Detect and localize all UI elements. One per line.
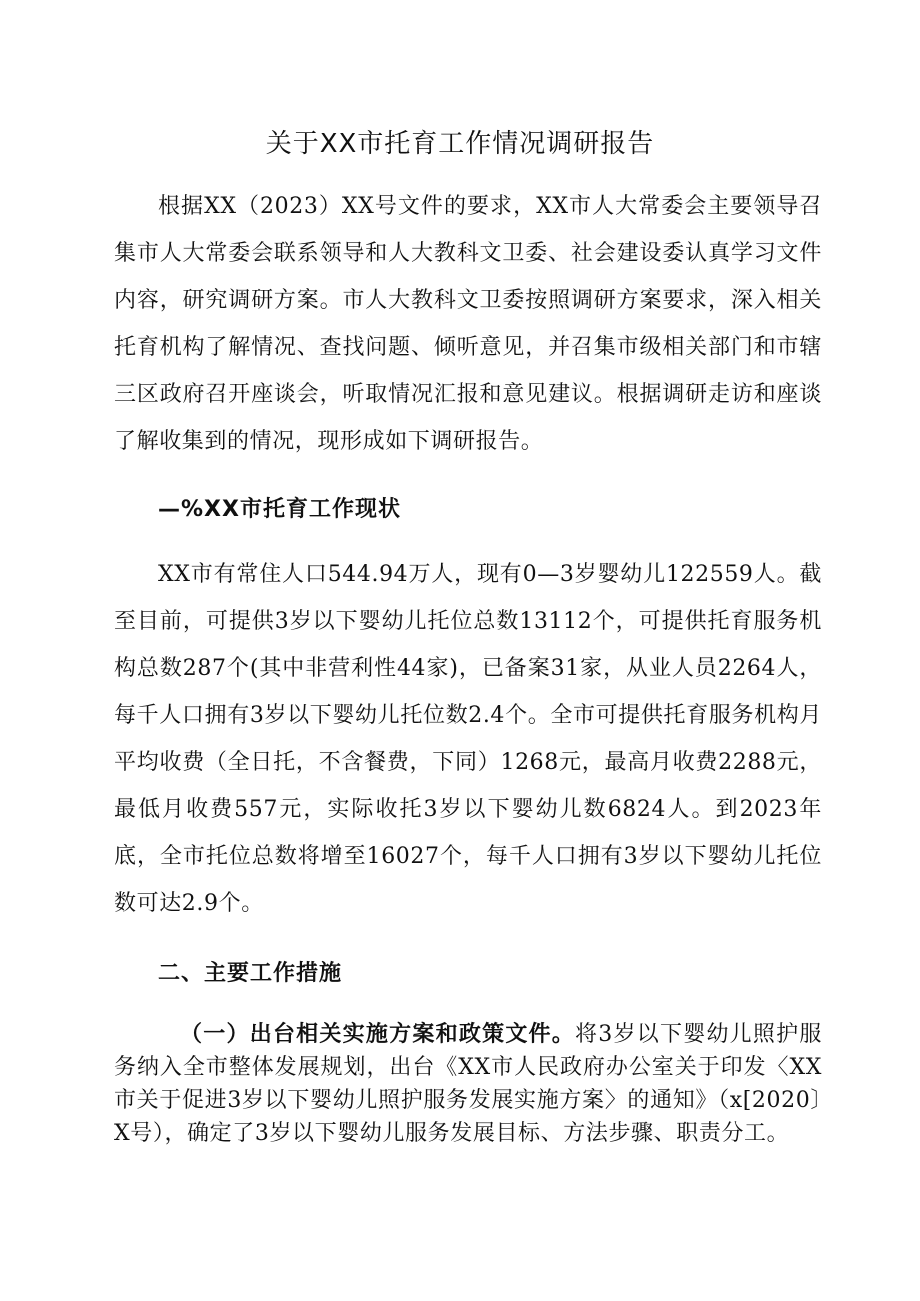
item-1-body: 将3岁以下婴幼儿照护服务纳入全市整体发展规划，出台《XX市人民政府办公室关于印发〈XX市关于促进3岁以下婴幼儿照护服务发展实施方案〉的通知》（x[2020〕X号），确定了3岁以下婴幼儿服务发展目标、方法步骤、职责分工。 bbox=[114, 1022, 822, 1146]
section-1-heading: —%XX市托育工作现状 bbox=[158, 497, 401, 522]
item-1-lead: （一）出台相关实施方案和政策文件。 bbox=[180, 1022, 576, 1047]
section-2-heading: 二、主要工作措施 bbox=[158, 961, 343, 986]
section-2-item-1-paragraph bbox=[114, 1018, 822, 1150]
section-1-paragraph: XX市有常住人口544.94万人，现有0—3岁婴幼儿122559人。截至目前，可提供3岁以下婴幼儿托位总数13112个，可提供托育服务机构总数287个(其中非营利性44家)，已备案31家，从业人员2264人，每千人口拥有3岁以下婴幼儿托位数2.4个。全市可提供托育服务机构月平均收费（全日托，不含餐费，下同）1268元，最高月收费2288元，最低月收费557元，实际收托3岁以下婴幼儿数6824人。到2023年底，全市托位总数将增至16027个，每千人口拥有3岁以下婴幼儿托位数可达2.9个。 bbox=[114, 562, 822, 916]
intro-paragraph: 根据XX（2023）XX号文件的要求，XX市人大常委会主要领导召集市人大常委会联系领导和人大教科文卫委、社会建设委认真学习文件内容，研究调研方案。市人大教科文卫委按照调研方案要求，深入相关托育机构了解情况、查找问题、倾听意见，并召集市级相关部门和市辖三区政府召开座谈会，听取情况汇报和意见建议。根据调研走访和座谈了解收集到的情况，现形成如下调研报告。 bbox=[114, 194, 822, 454]
document-title: 关于XX市托育工作情况调研报告 bbox=[265, 129, 655, 159]
